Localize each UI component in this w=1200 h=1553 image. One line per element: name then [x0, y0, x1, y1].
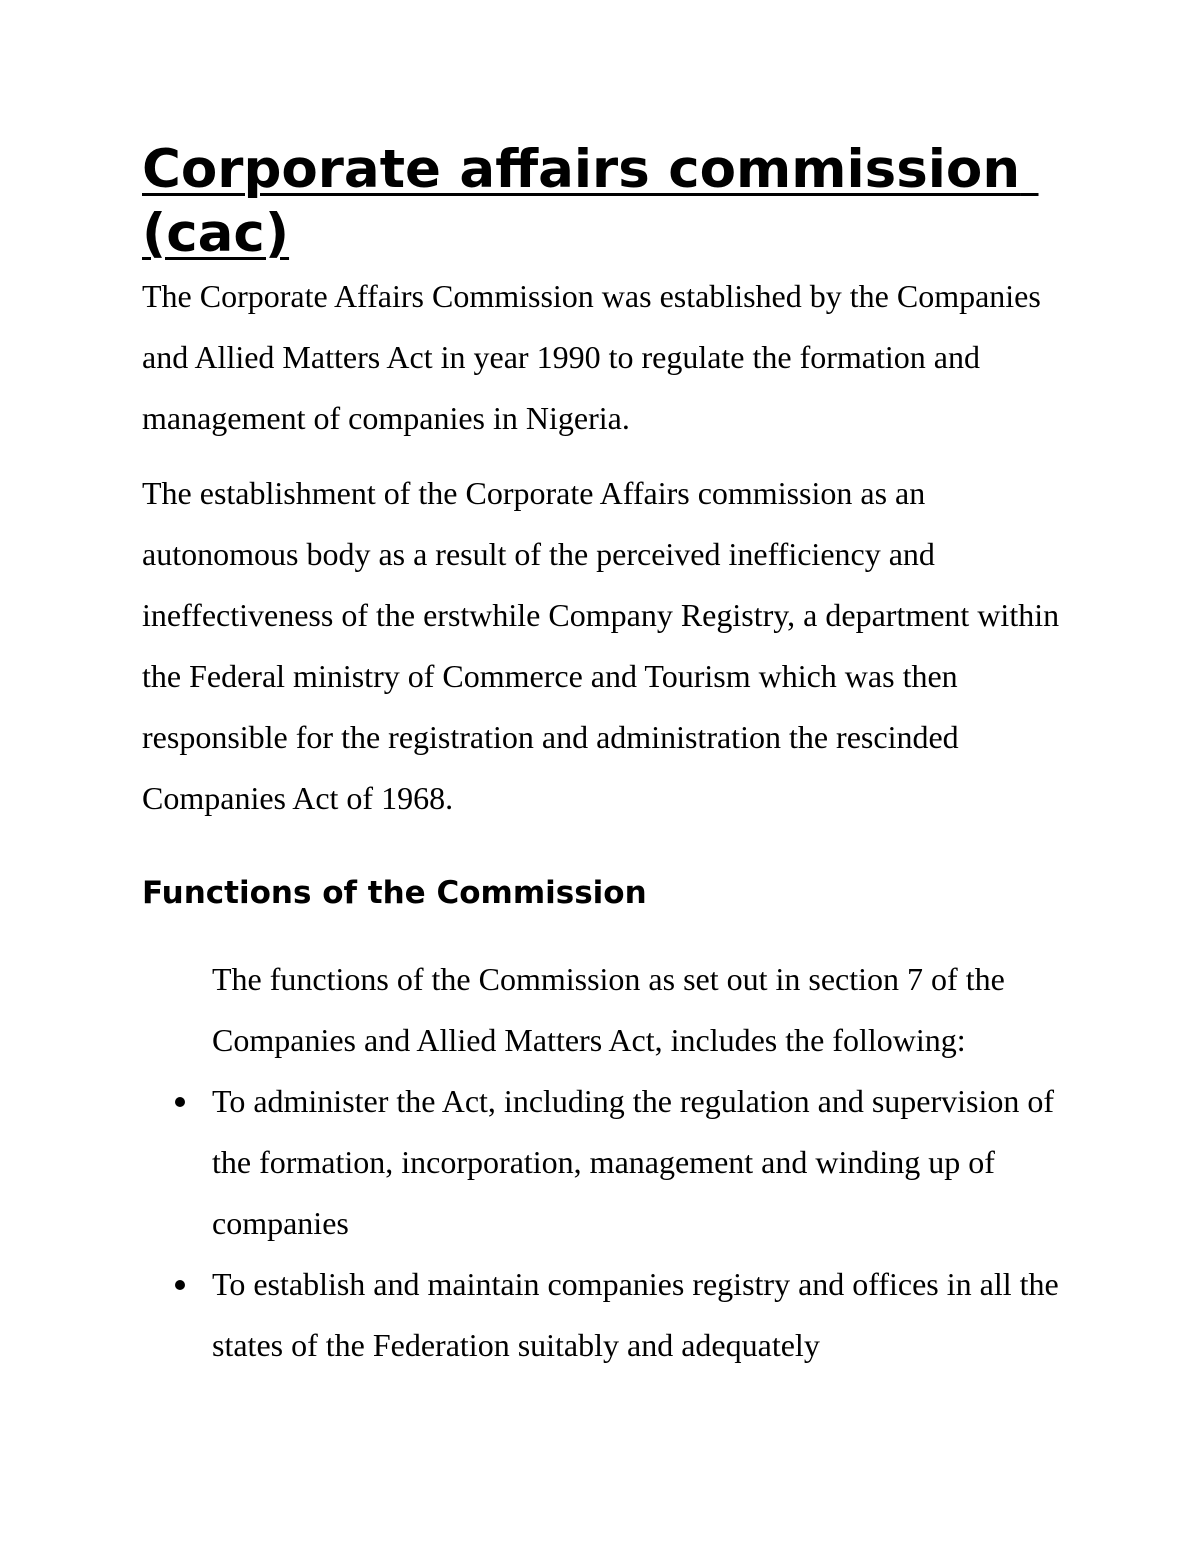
list-item: [142, 1254, 1072, 1376]
paragraph-autonomous-body: The establishment of the Corporate Affairs commission as an autonomous body as a result of the perceived inefficiency and ineffectiveness of the erstwhile Company Registry, a department within the Federal ministry of Commerce and Tourism which was then responsible for the registration and administration the rescinded Companies Act of 1968.: [142, 475, 1060, 816]
functions-heading: Functions of the Commission: [142, 875, 647, 911]
bullet-icon: [175, 1097, 185, 1107]
functions-list: [142, 1071, 1072, 1376]
document-title: Corporate affairs commission (cac): [142, 139, 1039, 264]
list-item-text: To establish and maintain companies registry and offices in all the states of the Federation suitably and adequately: [212, 1266, 1059, 1363]
bullet-icon: [175, 1280, 185, 1290]
functions-intro: The functions of the Commission as set out in section 7 of the Companies and Allied Matters Act, includes the following:: [212, 961, 1005, 1058]
list-item: [142, 1071, 1072, 1254]
document-body: [142, 138, 1072, 1376]
paragraph-establishment: The Corporate Affairs Commission was established by the Companies and Allied Matters Act in year 1990 to regulate the formation and management of companies in Nigeria.: [142, 278, 1041, 436]
list-item-text: To administer the Act, including the regulation and supervision of the formation, incorporation, management and winding up of companies: [212, 1083, 1055, 1241]
